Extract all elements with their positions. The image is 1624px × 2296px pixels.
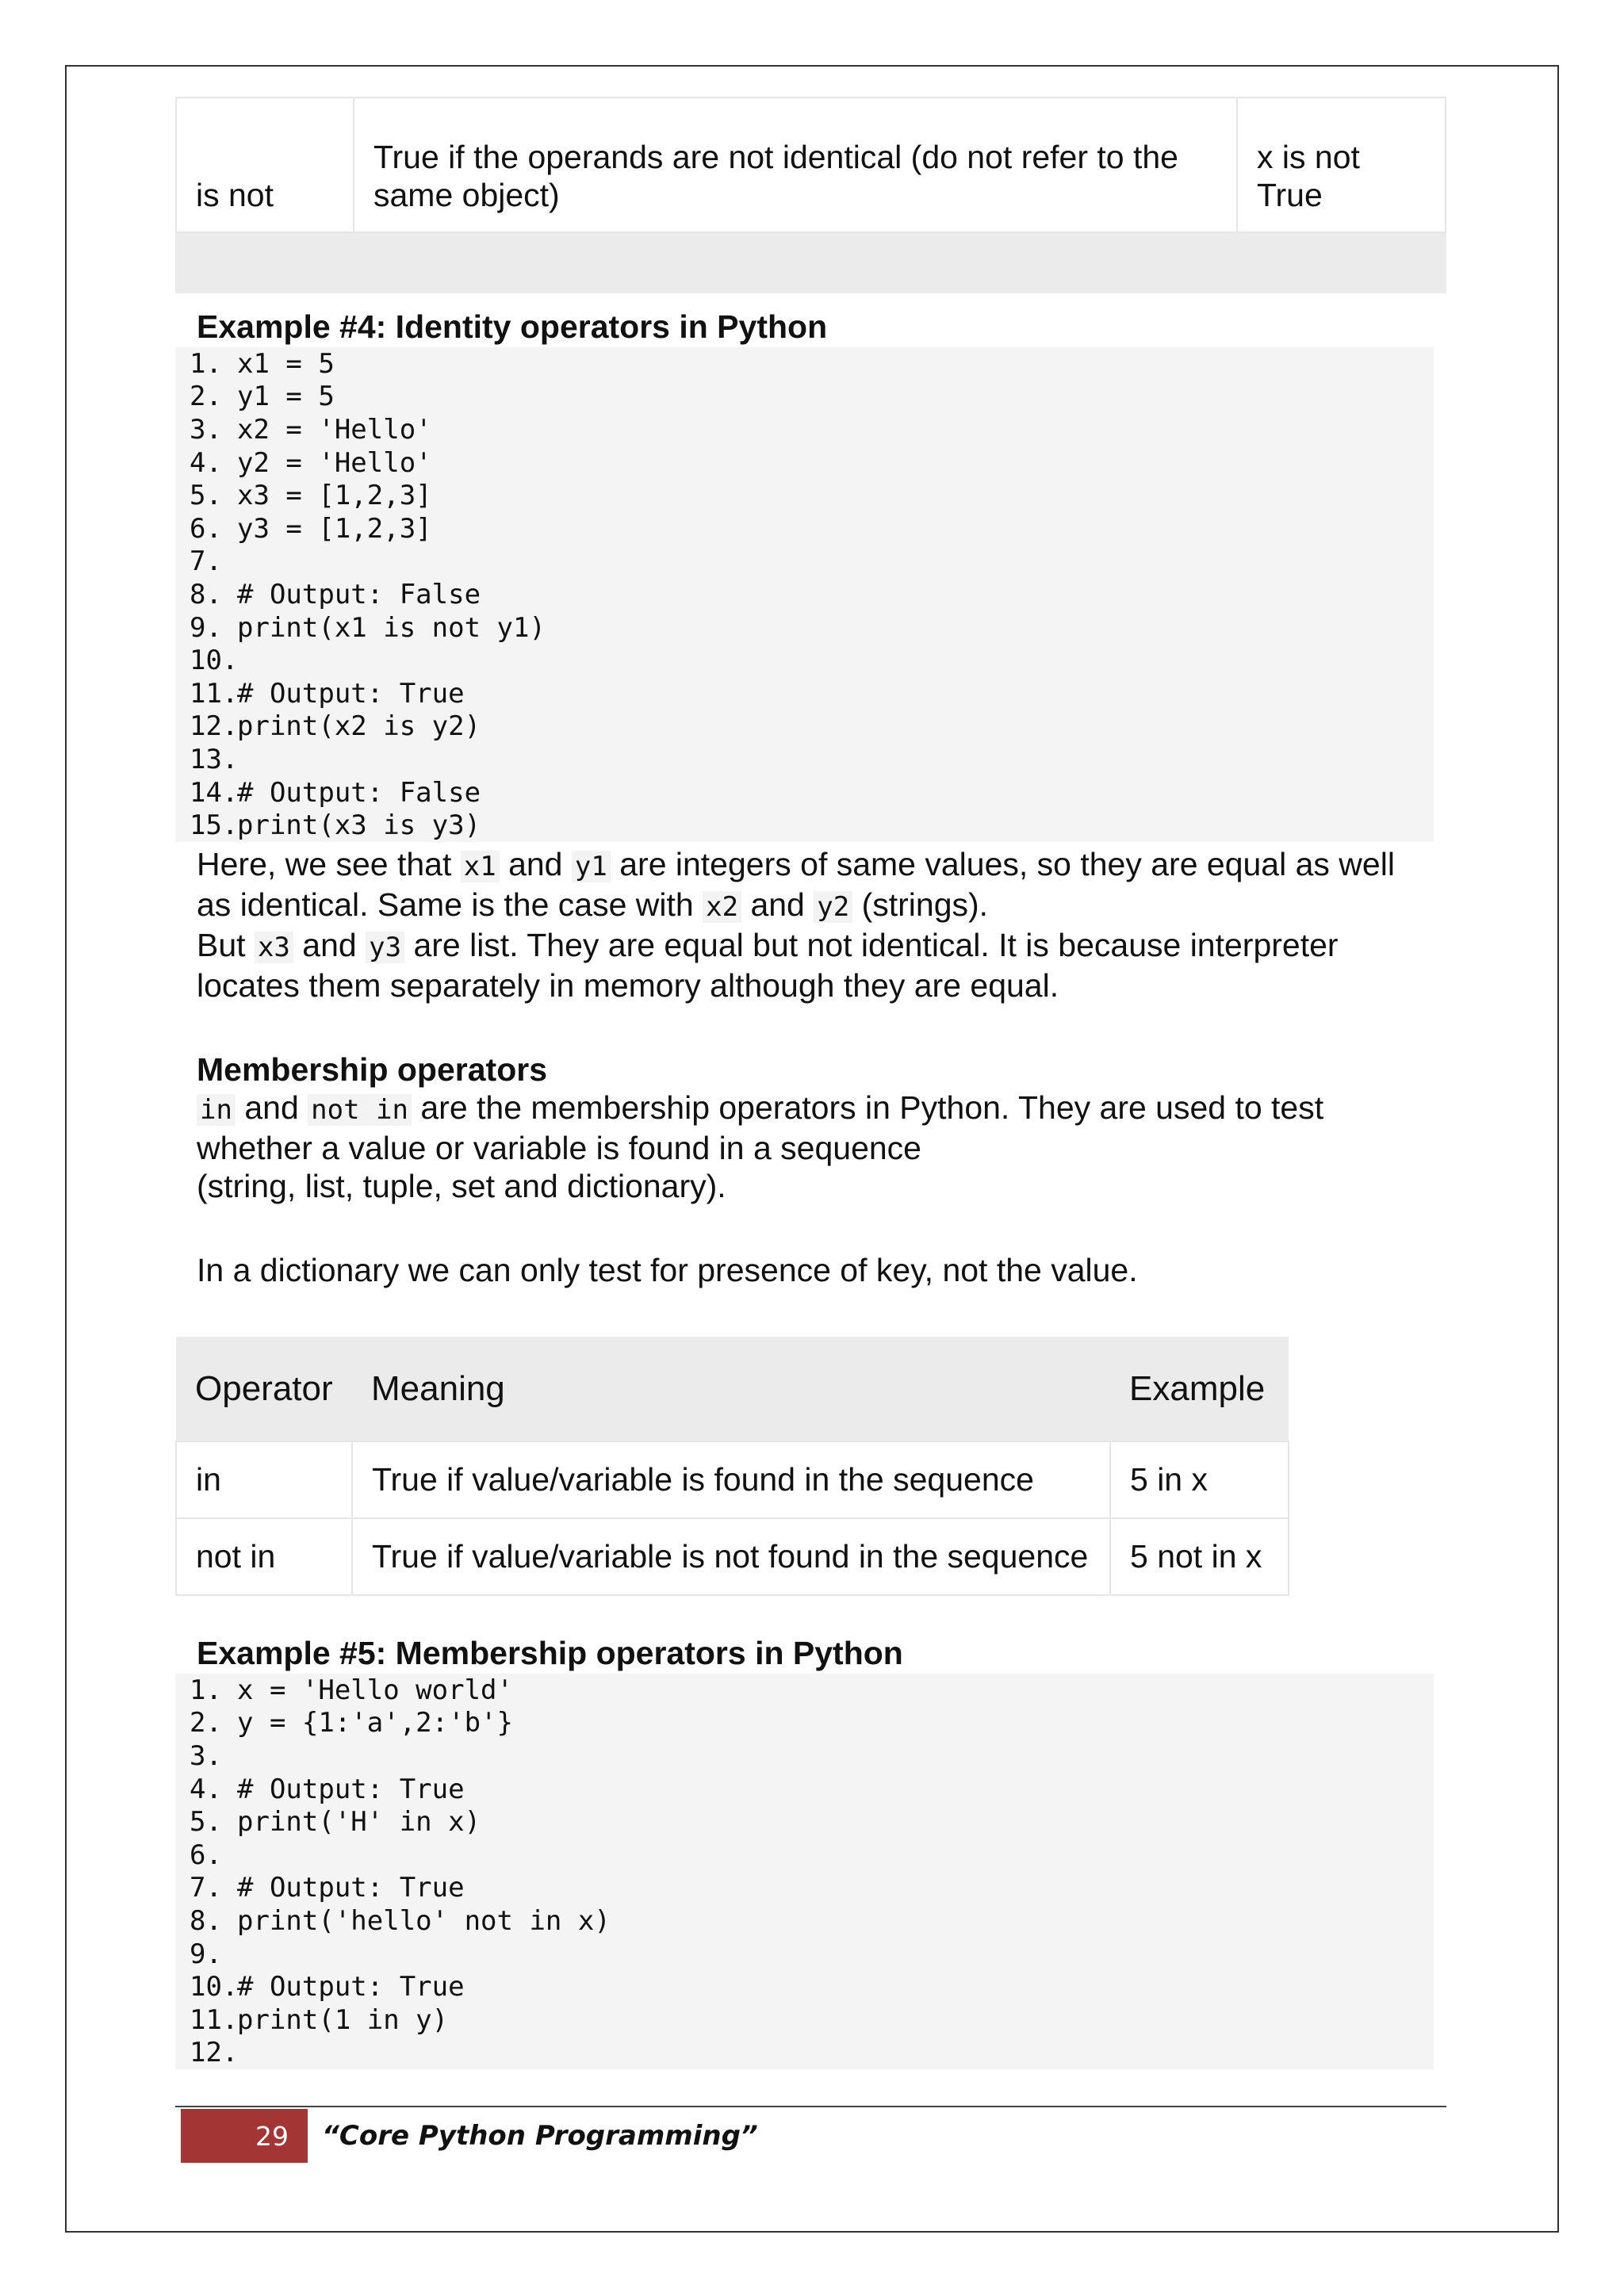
line-number: 3. xyxy=(190,413,222,446)
operator-cell: is not xyxy=(176,98,354,232)
code-text: y2 = 'Hello' xyxy=(237,446,432,479)
line-number: 13. xyxy=(190,743,239,775)
line-number: 6. xyxy=(190,512,222,545)
code-line xyxy=(175,1938,1434,1971)
code-line xyxy=(175,1739,1434,1773)
line-number: 11. xyxy=(190,2003,239,2036)
line-number: 10. xyxy=(190,1971,239,2003)
code-line xyxy=(175,710,1434,744)
table-row xyxy=(176,1441,1289,1518)
code-text: # Output: False xyxy=(237,776,481,809)
code-line xyxy=(175,578,1434,611)
code-text: x1 = 5 xyxy=(237,347,335,380)
line-number: 10. xyxy=(190,645,239,677)
table-cell: 5 not in x xyxy=(1110,1518,1289,1595)
code-text: x3 = [1,2,3] xyxy=(237,480,432,512)
line-number: 9. xyxy=(190,1938,222,1970)
code-line xyxy=(175,545,1434,579)
line-number: 8. xyxy=(190,578,222,610)
code-line xyxy=(175,1805,1434,1839)
code-text: print(x2 is y2) xyxy=(237,710,481,743)
code-text: # Output: False xyxy=(237,578,481,610)
code-text: print('H' in x) xyxy=(237,1806,481,1839)
line-number: 11. xyxy=(190,677,239,710)
line-number: 5. xyxy=(190,1806,222,1839)
line-number: 12. xyxy=(190,2037,239,2069)
code-line xyxy=(175,644,1434,677)
code-text: x = 'Hello world' xyxy=(237,1674,513,1706)
example4-code-block xyxy=(175,347,1434,842)
line-number: 15. xyxy=(190,809,239,842)
code-text: y1 = 5 xyxy=(237,381,335,413)
code-line xyxy=(175,1707,1434,1740)
line-number: 9. xyxy=(190,611,222,644)
code-line xyxy=(175,479,1434,512)
line-number: 1. xyxy=(190,1674,222,1706)
line-number: 2. xyxy=(190,1707,222,1739)
line-number: 2. xyxy=(190,381,222,413)
code-text: # Output: True xyxy=(237,677,465,710)
membership-heading: Membership operators xyxy=(197,1051,547,1088)
code-text: y = {1:'a',2:'b'} xyxy=(237,1707,513,1739)
code-line xyxy=(175,1904,1434,1938)
table-cell: 5 in x xyxy=(1110,1441,1289,1518)
code-text: print(1 in y) xyxy=(237,2003,449,2036)
code-line xyxy=(175,381,1434,414)
example4-explanation: Here, we see that x1 and y1 are integers of same values, so they are equal as well as identical. Same is the case with x2 and y2 (strings). But x3 and y3 are list. They are equal but not identical. It is because interpreter locates them separately in memory although they are equal. xyxy=(197,846,1395,1004)
line-number: 7. xyxy=(190,545,222,578)
code-line xyxy=(175,809,1434,842)
table-cell: True if value/variable is not found in the sequence xyxy=(352,1518,1110,1595)
code-text: print(x3 is y3) xyxy=(237,809,481,842)
membership-note: In a dictionary we can only test for presence of key, not the value. xyxy=(197,1252,1138,1288)
code-line xyxy=(175,1970,1434,2003)
example-cell xyxy=(1237,98,1446,232)
code-line xyxy=(175,1839,1434,1872)
line-number: 4. xyxy=(190,1773,222,1805)
code-text: # Output: True xyxy=(237,1773,465,1805)
line-number: 3. xyxy=(190,1739,222,1772)
example-text-line1: x is not xyxy=(1257,139,1360,175)
code-line xyxy=(175,2003,1434,2037)
table-row xyxy=(176,1518,1289,1595)
table-spacer-row xyxy=(176,232,1446,293)
code-text: # Output: True xyxy=(237,1971,465,2003)
line-number: 12. xyxy=(190,710,239,743)
table-cell: in xyxy=(176,1441,352,1518)
code-line xyxy=(175,1773,1434,1806)
line-number: 6. xyxy=(190,1839,222,1871)
example4-heading: Example #4: Identity operators in Python xyxy=(197,308,828,345)
code-line xyxy=(175,2037,1434,2070)
footer-rule xyxy=(175,2106,1446,2107)
code-line xyxy=(175,347,1434,381)
code-line xyxy=(175,446,1434,480)
code-line xyxy=(175,776,1434,809)
membership-operators-table xyxy=(175,1337,1289,1596)
code-text: y3 = [1,2,3] xyxy=(237,512,432,545)
example5-code-block xyxy=(175,1674,1434,2069)
line-number: 5. xyxy=(190,480,222,512)
code-line xyxy=(175,413,1434,446)
table-header-row xyxy=(176,1337,1289,1441)
code-line xyxy=(175,1674,1434,1707)
code-line xyxy=(175,611,1434,645)
example-text-line2: True xyxy=(1257,177,1323,213)
page-number: 29 xyxy=(181,2109,308,2163)
membership-intro: in and not in are the membership operators in Python. They are used to test whether a value or variable is found in a sequence (string, list, tuple, set and dictionary). xyxy=(197,1089,1324,1204)
line-number: 14. xyxy=(190,776,239,809)
header-operator: Operator xyxy=(176,1337,352,1441)
code-text: # Output: True xyxy=(237,1872,465,1904)
code-line xyxy=(175,512,1434,545)
code-text: print('hello' not in x) xyxy=(237,1904,611,1937)
line-number: 7. xyxy=(190,1872,222,1904)
table-cell: not in xyxy=(176,1518,352,1595)
header-meaning: Meaning xyxy=(352,1337,1110,1441)
line-number: 8. xyxy=(190,1904,222,1937)
header-example: Example xyxy=(1110,1337,1289,1441)
code-line xyxy=(175,1872,1434,1905)
example5-heading: Example #5: Membership operators in Python xyxy=(197,1635,903,1671)
table-row xyxy=(176,98,1446,232)
meaning-cell: True if the operands are not identical (do not refer to the same object) xyxy=(354,98,1237,232)
code-line xyxy=(175,743,1434,776)
table-cell: True if value/variable is found in the sequence xyxy=(352,1441,1110,1518)
code-line xyxy=(175,677,1434,710)
code-text: print(x1 is not y1) xyxy=(237,611,546,644)
code-text: x2 = 'Hello' xyxy=(237,413,432,446)
line-number: 4. xyxy=(190,446,222,479)
book-title: “Core Python Programming” xyxy=(322,2120,758,2152)
line-number: 1. xyxy=(190,347,222,380)
identity-operators-table-tail xyxy=(175,97,1446,293)
